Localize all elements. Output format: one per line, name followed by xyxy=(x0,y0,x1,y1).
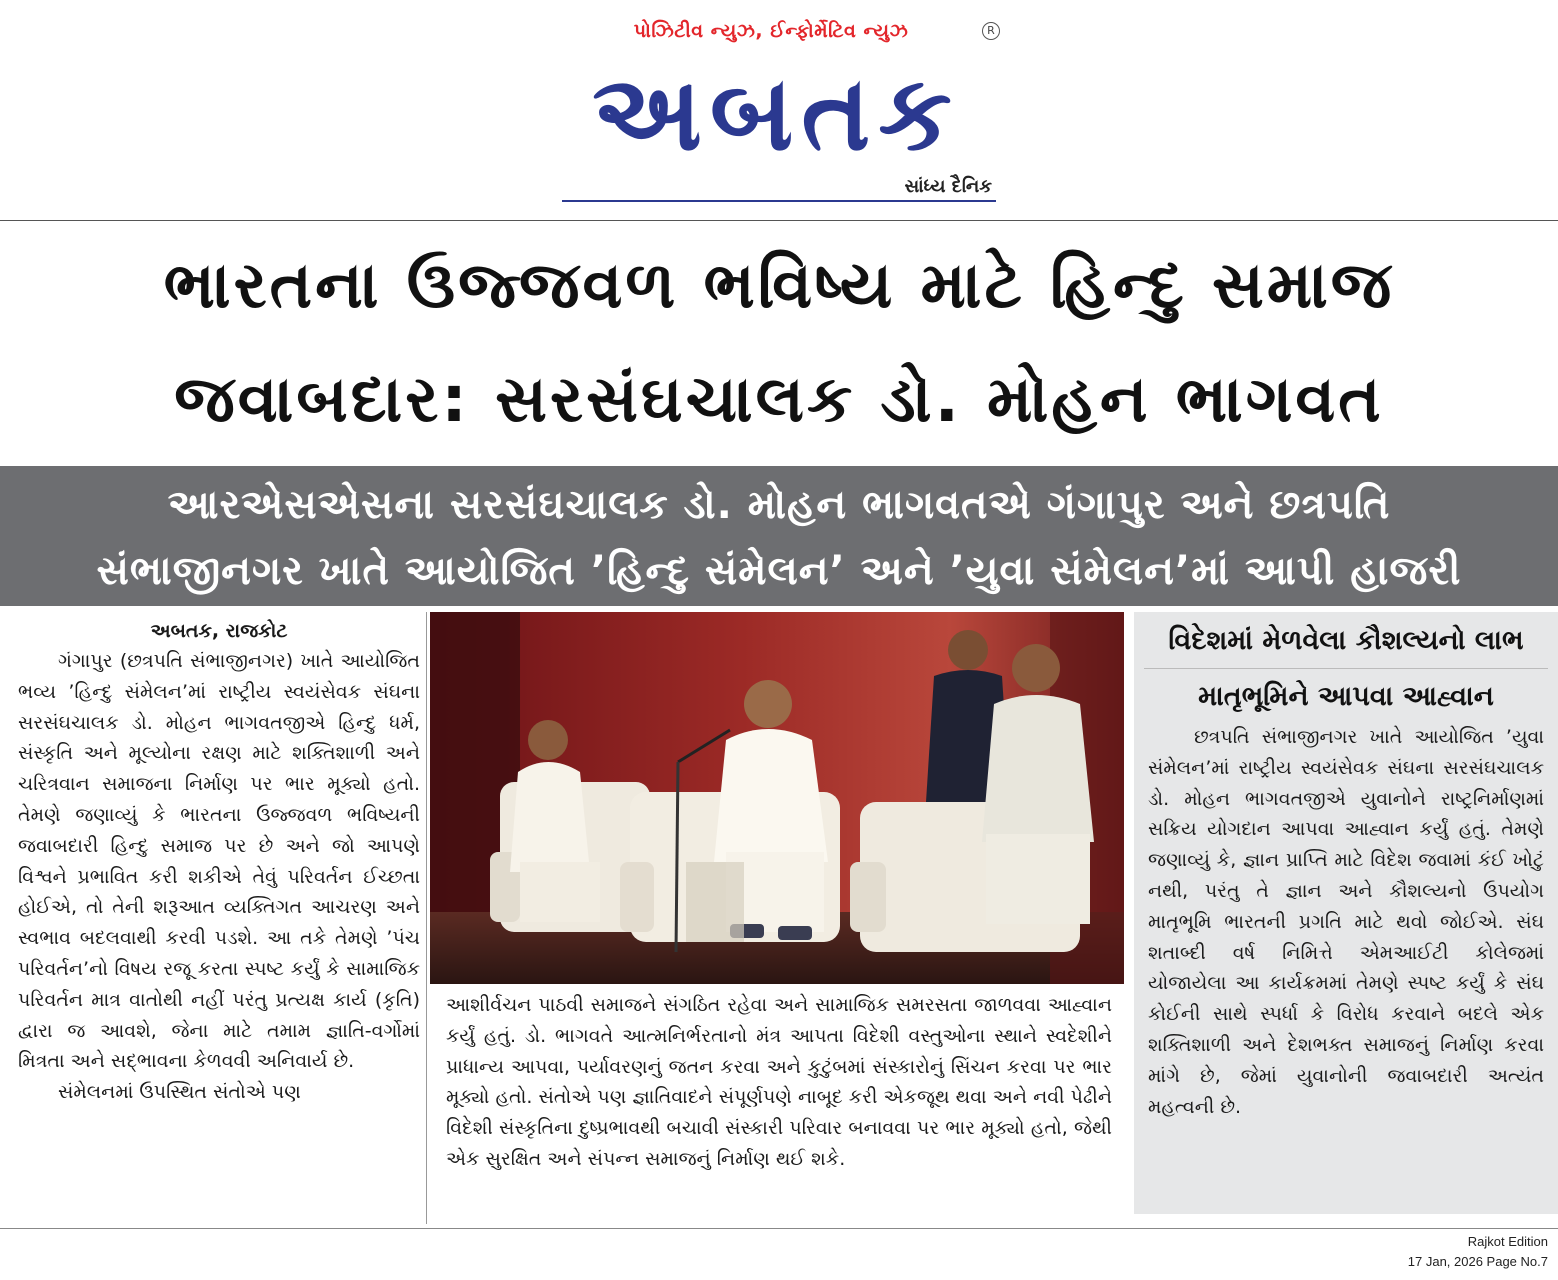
masthead-subtitle: સાંધ્ય દૈનિક xyxy=(904,176,992,197)
date-page-label: 17 Jan, 2026 Page No.7 xyxy=(1407,1254,1548,1269)
headline-line-2: જવાબદાર: સરસંઘચાલક ડો. મોહન ભાગવત xyxy=(174,363,1384,437)
left-column xyxy=(18,616,420,1220)
article-continuation: આશીર્વચન પાઠવી સમાજને સંગઠિત રહેવા અને સામાજિક સમરસતા જાળવવા આહ્વાન કર્યું હતું. ડો. ભાગવતે આત્મનિર્ભરતાનો મંત્ર આપતા વિદેશી વસ્તુઓના સ્થાને સ્વદેશીને પ્રાધાન્ય આપવા, પર્યાવરણનું જતન કરવા અને કુટુંબમાં સંસ્કારોનું સિંચન કરવા પર ભાર મૂક્યો હતો. સંતોએ પણ જ્ઞાતિવાદને સંપૂર્ણપણે નાબૂદ કરી એકજૂથ થવા અને નવી પેઢીને વિદેશી સંસ્કૃતિના દુષ્પ્રભાવથી બચાવી સંસ્કારી પરિવાર બનાવવા પર ભાર મૂક્યો હતો, જેથી એક સુરક્ષિત અને સંપન્ન સમાજનું નિર્માણ થઈ શકે. xyxy=(446,994,1112,1170)
logo-text: અબતક xyxy=(592,52,960,174)
subheadline-line-1: આરએસએસના સરસંઘચાલક ડો. મોહન ભાગવતએ ગંગાપુર અને છત્રપતિ xyxy=(167,482,1391,528)
sidebar-article-body: છત્રપતિ સંભાજીનગર ખાતે આયોજિત ’યુવા સંમેલન’માં રાષ્ટ્રીય સ્વયંસેવક સંઘના સરસંઘચાલક ડો. મોહન ભાગવતજીએ યુવાનોને રાષ્ટ્રનિર્માણમાં સક્રિય યોગદાન આપવા આહ્વાન કર્યું હતું. તેમણે જણાવ્યું કે, જ્ઞાન પ્રાપ્તિ માટે વિદેશ જવામાં કંઈ ખોટું નથી, પરંતુ તે જ્ઞાન અને કૌશલ્યનો ઉપયોગ માતૃભૂમિ ભારતની પ્રગતિ માટે થવો જોઈએ. સંઘ શતાબ્દી વર્ષ નિમિત્તે એમઆઈટી કોલેજમાં યોજાયેલા આ કાર્યક્રમમાં તેમણે સ્પષ્ટ કર્યું કે સંઘ કોઈની સાથે સ્પર્ધા કે વિરોધ કરવાને બદલે એક શક્તિશાળી અને દેશભક્ત સમાજનું નિર્માણ કરવા માંગે છે, જેમાં યુવાનોની જવાબદારી અત્યંત મહત્વની છે. xyxy=(1148,726,1544,1118)
edition-label: Rajkot Edition xyxy=(1467,1234,1548,1249)
sidebar-title-line-2: માતૃભૂમિને આપવા આહ્વાન xyxy=(1198,681,1494,712)
page-footer xyxy=(1408,1232,1548,1272)
top-divider xyxy=(0,220,1558,221)
column-divider xyxy=(426,612,427,1224)
bottom-divider xyxy=(0,1228,1558,1229)
sidebar-title-line-1: વિદેશમાં મેળવેલા કૌશલ્યનો લાભ xyxy=(1168,625,1524,656)
headline-line-1: ભારતના ઉજ્જવળ ભવિષ્ય માટે હિન્દુ સમાજ xyxy=(163,249,1395,323)
registered-mark-icon: R xyxy=(982,22,1000,40)
article-paragraph-2: સંમેલનમાં ઉપસ્થિત સંતોએ પણ xyxy=(58,1081,301,1104)
newspaper-logo xyxy=(558,50,994,184)
sidebar-title-divider xyxy=(1144,668,1548,669)
masthead xyxy=(556,18,1002,208)
article-paragraph-1: ગંગાપુર (છત્રપતિ સંભાજીનગર) ખાતે આયોજિત ભવ્ય ’હિન્દુ સંમેલન’માં રાષ્ટ્રીય સ્વયંસેવક સંઘના સરસંઘચાલક ડો. મોહન ભાગવતજીએ હિન્દુ ધર્મ, સંસ્કૃતિ અને મૂલ્યોના રક્ષણ માટે શક્તિશાળી અને ચરિત્રવાન સમાજના નિર્માણ પર ભાર મૂક્યો હતો. તેમણે જણાવ્યું કે ભારતના ઉજ્જવળ ભવિષ્યની જવાબદારી હિન્દુ સમાજ પર છે અને જો આપણે વિશ્વને પ્રભાવિત કરી શકીએ તેવું પરિવર્તન ઈચ્છતા હોઈએ, તો તેની શરૂઆત વ્યક્તિગત આચરણ અને સ્વભાવ બદલવાથી કરવી પડશે. આ તકે તેમણે ’પંચ પરિવર્તન’નો વિષય રજૂ કરતા સ્પષ્ટ કર્યું કે સામાજિક પરિવર્તન માત્ર વાતોથી નહીં પરંતુ પ્રત્યક્ષ કાર્ય (કૃતિ) દ્વારા જ આવશે, જેના માટે તમામ જ્ઞાતિ-વર્ગોમાં મિત્રતા અને સદ્ભાવના કેળવવી અનિવાર્ય છે. xyxy=(18,650,420,1073)
headline xyxy=(0,228,1558,464)
dateline: અબતક, રાજકોટ xyxy=(150,620,288,642)
masthead-tagline: પોઝિટીવ ન્યુઝ, ઈન્ફોર્મેટિવ ન્યુઝ xyxy=(633,20,909,42)
subheadline-line-2: સંભાજીનગર ખાતે આયોજિત ’હિન્દુ સંમેલન’ અને ’યુવા સંમેલન’માં આપી હાજરી xyxy=(96,548,1462,594)
stage-photo-illustration xyxy=(430,612,1124,984)
event-photo xyxy=(430,612,1124,984)
sidebar-article-box xyxy=(1134,612,1558,1214)
masthead-underline xyxy=(562,200,996,202)
subheadline-banner xyxy=(0,466,1558,606)
